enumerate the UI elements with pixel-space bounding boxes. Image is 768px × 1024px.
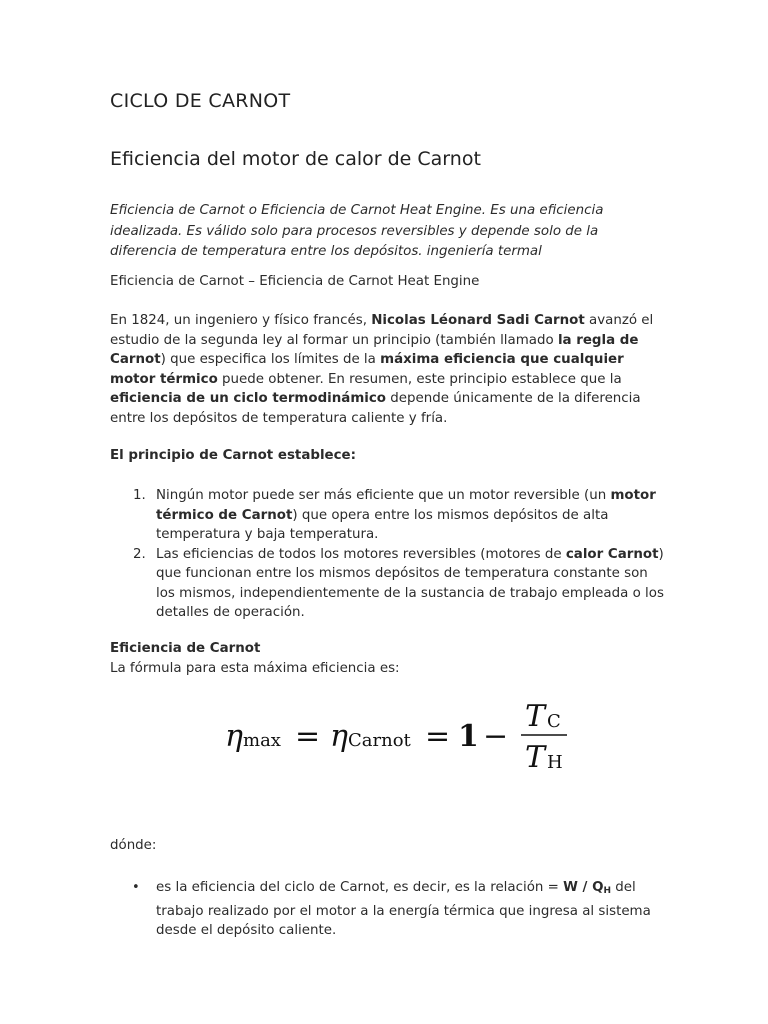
list-number: 1. (133, 488, 146, 503)
list-bold: calor Carnot (565, 546, 659, 562)
formula-eta-2: η (330, 719, 348, 754)
carnot-formula (225, 692, 585, 772)
formula-t-denominator: T (525, 740, 546, 772)
list-bold: W / Q (563, 880, 604, 895)
list-text: ) que funcionan entre los mismos depósitos de temperatura constante son los mismos, independientemente de la sustancia de trabajo empleada o los detalles de operación. (156, 546, 664, 620)
bullet-icon: • (132, 880, 140, 895)
formula-c-sub: C (547, 711, 561, 732)
history-bold-3: máxima eficiencia que cualquier motor térmico (110, 352, 624, 387)
list-text: Ningún motor puede ser más eficiente que un motor reversible (un (156, 488, 611, 503)
history-bold-2: la regla de Carnot (110, 332, 639, 367)
formula-intro: La fórmula para esta máxima eficiencia es: (110, 661, 400, 676)
where-label: dónde: (110, 838, 157, 853)
list-item (110, 486, 670, 545)
formula-carnot-sub: Carnot (348, 730, 411, 751)
history-text-4: puede obtener. En resumen, este principio establece que la (217, 371, 622, 387)
formula-eta-1: η (225, 719, 243, 754)
history-text-5: depende únicamente de la diferencia entre los depósitos de temperatura caliente y fría. (110, 391, 641, 426)
page-title: CICLO DE CARNOT (110, 90, 291, 112)
formula-h-sub: H (547, 752, 563, 772)
efficiency-heading: Eficiencia de Carnot (110, 641, 261, 656)
section-heading: Eficiencia del motor de calor de Carnot (110, 148, 481, 170)
formula-one: 1 (458, 719, 479, 754)
definition-list (110, 878, 670, 941)
list-number: 2. (133, 546, 146, 562)
principle-list (110, 486, 670, 623)
formula-max-sub: max (243, 730, 281, 751)
history-text-3: ) que especifica los límites de la (160, 352, 381, 367)
list-text: del trabajo realizado por el motor a la energía térmica que ingresa al sistema desde el depósito caliente. (156, 880, 651, 938)
formula-equals-1: = (295, 719, 321, 754)
caption-text: Eficiencia de Carnot – Eficiencia de Carnot Heat Engine (110, 274, 480, 289)
list-text: ) que opera entre los mismos depósitos de alta temperatura y baja temperatura. (156, 507, 609, 542)
formula-equals-2: = (425, 719, 451, 754)
formula-t-numerator: T (525, 699, 546, 734)
history-text-1: En 1824, un ingeniero y físico francés, (110, 313, 372, 328)
list-text: es la eficiencia del ciclo de Carnot, es decir, es la relación = (156, 880, 564, 895)
history-paragraph (110, 311, 662, 428)
history-bold-4: eficiencia de un ciclo termodinámico (110, 391, 387, 406)
list-text: Las eficiencias de todos los motores reversibles (motores de (156, 546, 566, 562)
list-item (110, 545, 670, 623)
principle-heading: El principio de Carnot establece: (110, 448, 356, 463)
intro-paragraph: Eficiencia de Carnot o Eficiencia de Carnot Heat Engine. Es una eficiencia idealizada. Es válido solo para procesos reversibles y depende solo de la diferencia de temperatura entre los depósitos. ingeniería termal (110, 203, 604, 259)
list-bold: motor térmico de Carnot (156, 488, 656, 523)
history-bold-1: Nicolas Léonard Sadi Carnot (371, 313, 585, 328)
formula-minus: − (483, 719, 509, 754)
list-subscript: H (603, 886, 612, 896)
history-text-2: avanzó el estudio de la segunda ley al formar un principio (también llamado (110, 313, 654, 348)
list-item (110, 878, 670, 941)
